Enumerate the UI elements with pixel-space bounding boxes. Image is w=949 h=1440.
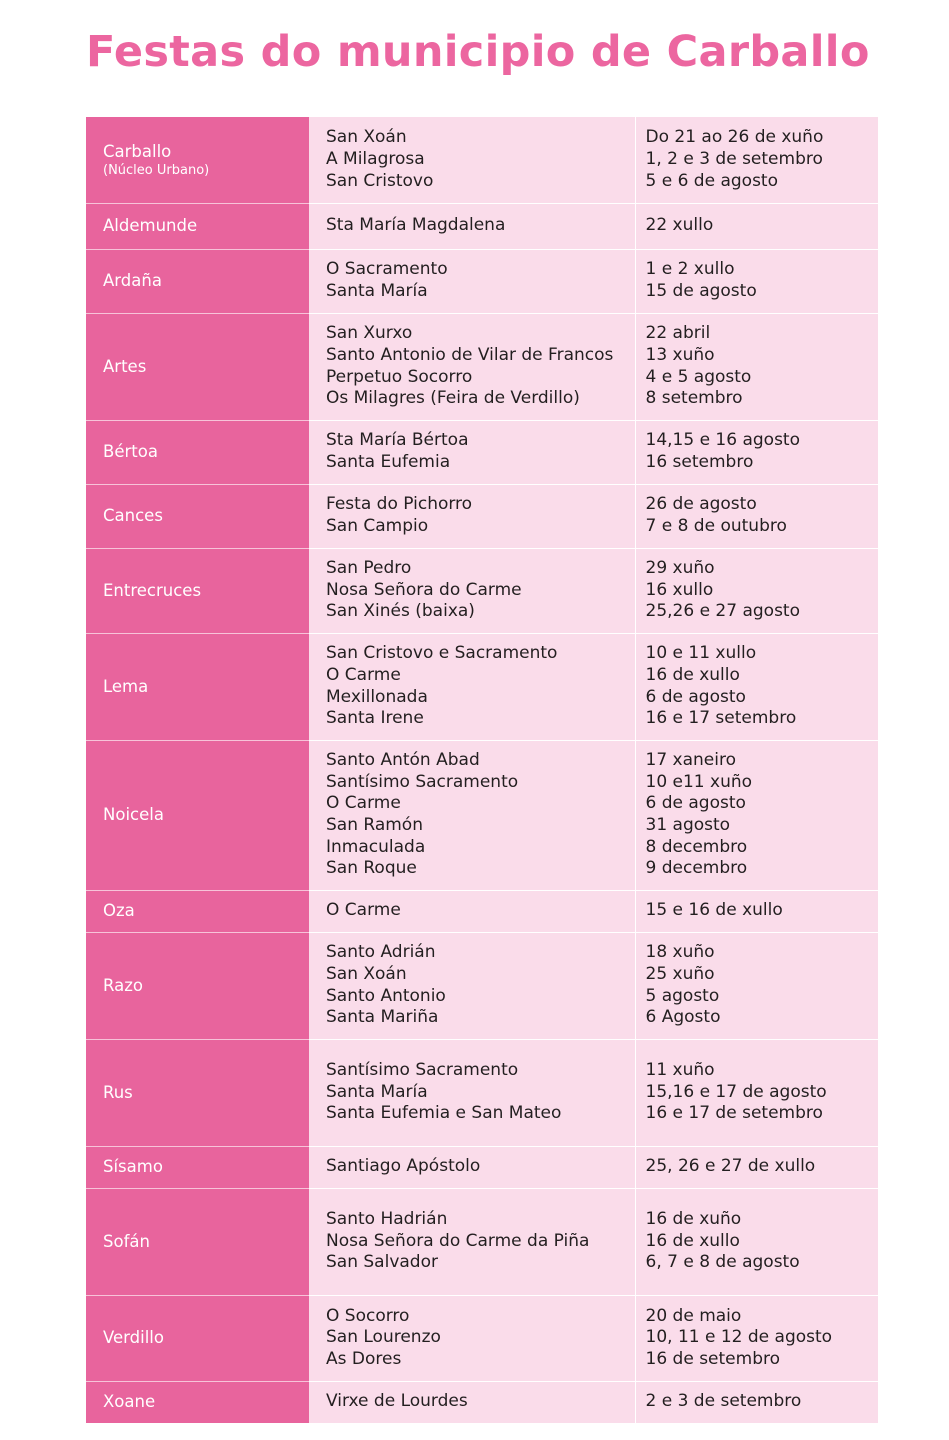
place-name: Verdillo bbox=[103, 1328, 164, 1348]
festivity-name: San Xoán bbox=[326, 127, 407, 148]
table-row bbox=[86, 484, 878, 548]
place-cell bbox=[86, 740, 309, 890]
festivity-date: 17 xaneiro bbox=[645, 750, 736, 771]
date-cell bbox=[635, 420, 878, 484]
festivity-name: Santo Adrián bbox=[326, 942, 436, 963]
page-title: Festas do municipio de Carballo bbox=[86, 27, 870, 77]
place-name: Aldemunde bbox=[103, 216, 198, 236]
festivity-cell bbox=[309, 633, 635, 740]
table-row bbox=[86, 1188, 878, 1295]
festivity-name: O Sacramento bbox=[326, 259, 448, 280]
table-row bbox=[86, 1039, 878, 1146]
table-row bbox=[86, 313, 878, 420]
festivity-name: Perpetuo Socorro bbox=[326, 366, 473, 387]
festivity-cell bbox=[309, 249, 635, 313]
festivity-cell bbox=[309, 1146, 635, 1188]
festivity-date: 22 xullo bbox=[645, 215, 714, 236]
festivity-date: 15 de agosto bbox=[645, 281, 757, 301]
date-cell bbox=[635, 249, 878, 313]
festivity-date: 25,26 e 27 agosto bbox=[645, 601, 801, 622]
festivity-name: Santísimo Sacramento bbox=[326, 771, 519, 792]
place-name: Oza bbox=[103, 901, 135, 921]
place-cell bbox=[86, 1039, 309, 1146]
festivity-date: 7 e 8 de outubro bbox=[645, 516, 787, 536]
festivity-name: Santa Irene bbox=[326, 708, 424, 729]
festivity-date: 4 e 5 agosto bbox=[645, 366, 752, 387]
festivity-date: 16 e 17 setembro bbox=[645, 708, 797, 729]
date-cell bbox=[635, 890, 878, 932]
festivity-date: 10 e 11 xullo bbox=[645, 643, 757, 664]
festivity-name: O Carme bbox=[326, 664, 401, 685]
place-name: Artes bbox=[103, 356, 147, 376]
festivity-name: Inmaculada bbox=[326, 836, 426, 857]
date-cell bbox=[635, 484, 878, 548]
festivity-date: 10, 11 e 12 de agosto bbox=[645, 1327, 833, 1348]
festivity-date: 6 Agosto bbox=[645, 1007, 721, 1028]
festivity-date: 9 decembro bbox=[645, 858, 748, 879]
place-name: Sísamo bbox=[103, 1157, 163, 1177]
festivity-name: Santa Mariña bbox=[326, 1007, 439, 1028]
table-row bbox=[86, 420, 878, 484]
festivity-name: Santo Antón Abad bbox=[326, 750, 480, 771]
place-name: Noicela bbox=[103, 805, 164, 825]
festivity-cell bbox=[309, 1039, 635, 1146]
festivity-name: Santo Antonio bbox=[326, 985, 446, 1006]
table-row bbox=[86, 1146, 878, 1188]
place-cell bbox=[86, 633, 309, 740]
festivity-name: Santa María bbox=[326, 1081, 428, 1102]
festivity-date: 2 e 3 de setembro bbox=[645, 1391, 802, 1412]
festivity-name: O Carme bbox=[326, 900, 401, 921]
festivity-name: Santa Eufemia e San Mateo bbox=[326, 1103, 562, 1124]
festivity-cell bbox=[309, 1188, 635, 1295]
festivity-date: 15 e 16 de xullo bbox=[645, 900, 783, 921]
festivity-date: 5 agosto bbox=[645, 985, 720, 1006]
festivity-cell bbox=[309, 117, 635, 203]
festivity-name: Santiago Apóstolo bbox=[326, 1156, 481, 1177]
festivity-name: Nosa Señora do Carme bbox=[326, 579, 522, 600]
table-row bbox=[86, 740, 878, 890]
place-name: Lema bbox=[103, 676, 149, 696]
place-name: Xoane bbox=[103, 1392, 156, 1412]
date-cell bbox=[635, 740, 878, 890]
table-row bbox=[86, 1295, 878, 1381]
date-cell bbox=[635, 1146, 878, 1188]
festivity-name: San Ramón bbox=[326, 815, 423, 835]
festivity-cell bbox=[309, 890, 635, 932]
date-cell bbox=[635, 117, 878, 203]
festivity-date: 11 xuño bbox=[645, 1060, 715, 1081]
festivity-name: San Xinés (baixa) bbox=[326, 601, 475, 622]
table-row bbox=[86, 249, 878, 313]
festivity-name: O Carme bbox=[326, 793, 401, 814]
festivity-cell bbox=[309, 740, 635, 890]
table-row bbox=[86, 633, 878, 740]
festivity-date: 16 xullo bbox=[645, 579, 714, 600]
place-name: Cances bbox=[103, 506, 163, 526]
festivity-date: 29 xuño bbox=[645, 558, 715, 579]
place-name: Sofán bbox=[103, 1231, 150, 1251]
table-row bbox=[86, 548, 878, 633]
festivity-cell bbox=[309, 420, 635, 484]
festivity-cell bbox=[309, 932, 635, 1039]
table-row bbox=[86, 1381, 878, 1423]
date-cell bbox=[635, 1295, 878, 1381]
place-cell bbox=[86, 313, 309, 420]
festivity-name: San Pedro bbox=[326, 558, 412, 579]
festivity-name: Santísimo Sacramento bbox=[326, 1060, 519, 1081]
festivity-cell bbox=[309, 1295, 635, 1381]
festivity-date: 8 setembro bbox=[645, 388, 743, 409]
festivity-date: 16 de setembro bbox=[645, 1348, 780, 1369]
festivity-name: Mexillonada bbox=[326, 686, 428, 707]
festivity-name: San Campio bbox=[326, 516, 429, 536]
table-row bbox=[86, 203, 878, 249]
place-cell bbox=[86, 890, 309, 932]
festivity-name: San Xoán bbox=[326, 963, 407, 984]
festivity-date: 8 decembro bbox=[645, 836, 748, 857]
date-cell bbox=[635, 932, 878, 1039]
festivity-name: As Dores bbox=[326, 1348, 402, 1369]
festivity-date: 16 e 17 de setembro bbox=[645, 1103, 823, 1124]
date-cell bbox=[635, 1381, 878, 1423]
date-cell bbox=[635, 203, 878, 249]
festivity-cell bbox=[309, 548, 635, 633]
festivity-cell bbox=[309, 484, 635, 548]
festivity-cell bbox=[309, 313, 635, 420]
festivity-name: Sta María Bértoa bbox=[326, 430, 469, 451]
festivity-date: 10 e11 xuño bbox=[645, 771, 753, 792]
festivity-name: Santo Hadrián bbox=[326, 1209, 448, 1230]
festivity-date: 6, 7 e 8 de agosto bbox=[645, 1252, 800, 1273]
festivity-date: 13 xuño bbox=[645, 344, 715, 365]
festivity-cell bbox=[309, 1381, 635, 1423]
festivity-date: Do 21 ao 26 de xuño bbox=[645, 127, 824, 148]
festivity-name: Santo Antonio de Vilar de Francos bbox=[326, 344, 614, 365]
date-cell bbox=[635, 548, 878, 633]
place-name: Carballo bbox=[103, 142, 172, 162]
festivity-date: 6 de agosto bbox=[645, 686, 746, 707]
festivity-name: San Salvador bbox=[326, 1252, 438, 1273]
festivity-date: 31 agosto bbox=[645, 815, 731, 835]
festivity-name: San Cristovo bbox=[326, 170, 434, 191]
place-cell bbox=[86, 1146, 309, 1188]
festivity-name: O Socorro bbox=[326, 1305, 410, 1326]
place-cell bbox=[86, 548, 309, 633]
date-cell bbox=[635, 1039, 878, 1146]
festivity-date: 22 abril bbox=[645, 323, 711, 344]
date-cell bbox=[635, 633, 878, 740]
festivity-name: Santa Eufemia bbox=[326, 452, 451, 472]
festas-table bbox=[86, 117, 878, 1423]
festivity-date: 1 e 2 xullo bbox=[645, 259, 735, 280]
festas-table-body bbox=[86, 117, 878, 1423]
festivity-name: San Roque bbox=[326, 858, 417, 879]
festivity-name: San Xurxo bbox=[326, 323, 413, 344]
festivity-name: San Lourenzo bbox=[326, 1327, 441, 1348]
festivity-name: A Milagrosa bbox=[326, 148, 425, 169]
festivity-date: 1, 2 e 3 de setembro bbox=[645, 148, 823, 169]
festivity-date: 16 de xullo bbox=[645, 664, 740, 685]
table-row bbox=[86, 932, 878, 1039]
place-name: Bértoa bbox=[103, 442, 158, 462]
festivity-name: Virxe de Lourdes bbox=[326, 1391, 468, 1412]
date-cell bbox=[635, 313, 878, 420]
place-name: Rus bbox=[103, 1082, 133, 1102]
place-cell bbox=[86, 420, 309, 484]
festivity-name: Os Milagres (Feira de Verdillo) bbox=[326, 388, 580, 409]
festivity-date: 15,16 e 17 de agosto bbox=[645, 1081, 827, 1102]
festivity-date: 16 de xullo bbox=[645, 1230, 740, 1251]
place-name: Entrecruces bbox=[103, 580, 202, 600]
festivity-date: 18 xuño bbox=[645, 942, 715, 963]
festivity-date: 14,15 e 16 agosto bbox=[645, 430, 801, 451]
place-cell bbox=[86, 932, 309, 1039]
place-subtitle: (Núcleo Urbano) bbox=[103, 163, 210, 179]
festivity-cell bbox=[309, 203, 635, 249]
place-cell bbox=[86, 203, 309, 249]
festivity-date: 5 e 6 de agosto bbox=[645, 170, 778, 191]
festivity-date: 25 xuño bbox=[645, 963, 715, 984]
place-cell bbox=[86, 249, 309, 313]
festivity-date: 25, 26 e 27 de xullo bbox=[645, 1156, 816, 1177]
festivity-date: 26 de agosto bbox=[645, 494, 757, 515]
date-cell bbox=[635, 1188, 878, 1295]
festivity-name: Sta María Magdalena bbox=[326, 215, 506, 236]
festivity-name: Santa María bbox=[326, 281, 428, 301]
festivity-name: Nosa Señora do Carme da Piña bbox=[326, 1230, 590, 1251]
table-row bbox=[86, 890, 878, 932]
place-cell bbox=[86, 1381, 309, 1423]
place-name: Razo bbox=[103, 975, 143, 995]
festivity-name: Festa do Pichorro bbox=[326, 494, 473, 515]
place-cell bbox=[86, 1295, 309, 1381]
festivity-name: San Cristovo e Sacramento bbox=[326, 643, 558, 664]
place-name: Ardaña bbox=[103, 271, 162, 291]
festivity-date: 20 de maio bbox=[645, 1305, 742, 1326]
place-cell bbox=[86, 117, 309, 203]
festivity-date: 16 setembro bbox=[645, 452, 754, 472]
place-cell bbox=[86, 1188, 309, 1295]
festivity-date: 16 de xuño bbox=[645, 1209, 742, 1230]
festivity-date: 6 de agosto bbox=[645, 793, 746, 814]
place-cell bbox=[86, 484, 309, 548]
table-row bbox=[86, 117, 878, 203]
